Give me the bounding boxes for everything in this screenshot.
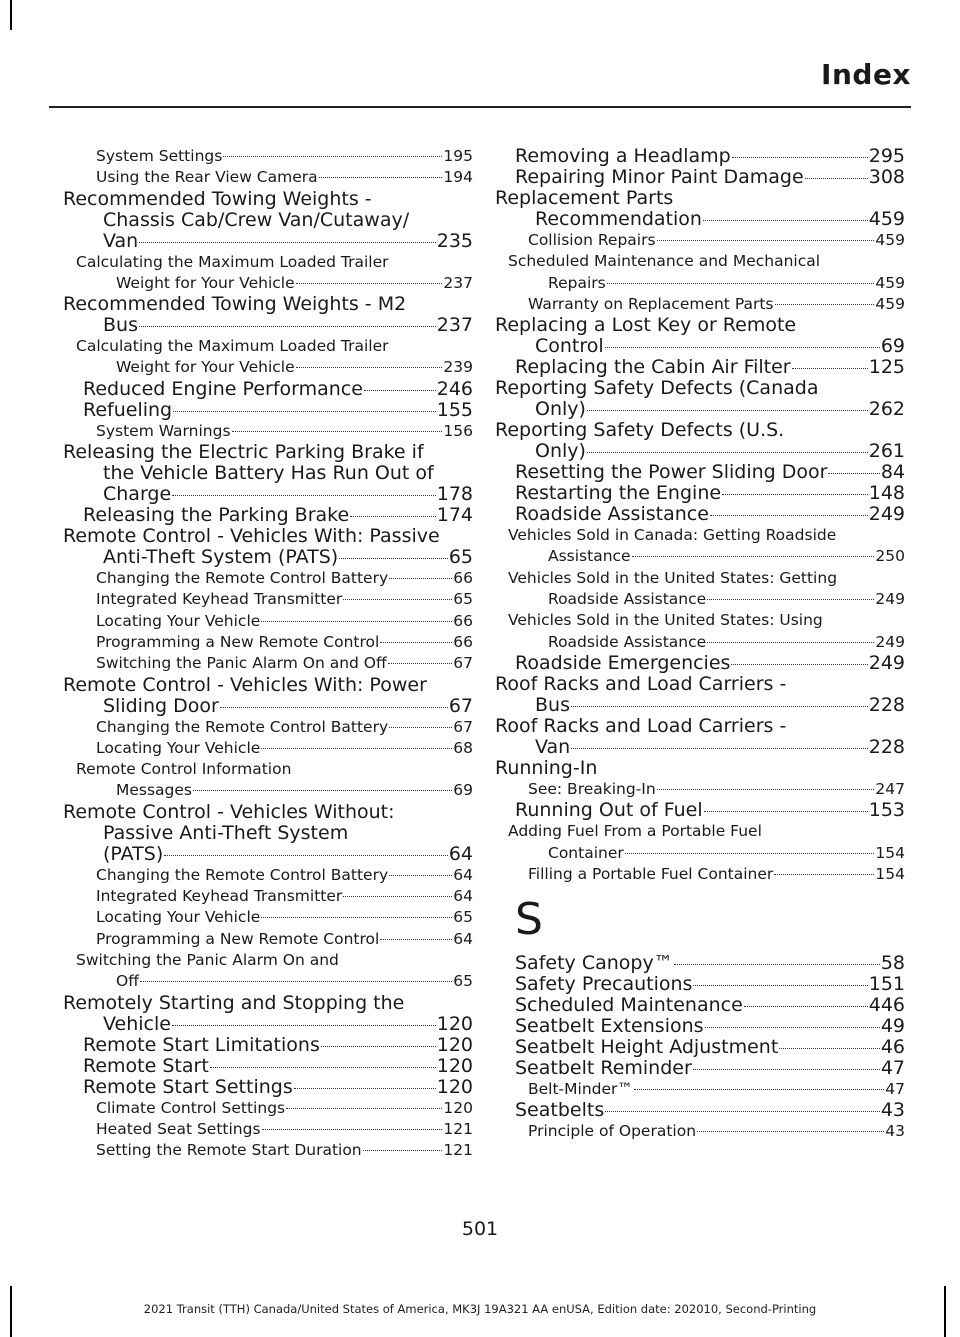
index-entry-term: Resetting the Power Sliding Door (515, 461, 828, 484)
index-page-ref: 47 (885, 1080, 905, 1099)
index-entry (515, 483, 905, 504)
dot-leader (388, 663, 453, 664)
index-entry (63, 293, 473, 337)
index-page-ref: 154 (875, 864, 905, 883)
index-entry-term: Safety Precautions (515, 973, 693, 996)
index-entry-term: Sliding Door (103, 694, 219, 717)
dot-leader (339, 558, 448, 559)
index-entry-term: Only) (535, 440, 586, 463)
index-entry-term: Roadside Assistance (548, 590, 707, 609)
index-entry-term: Weight for Your Vehicle (116, 358, 295, 377)
dot-leader (261, 748, 452, 749)
index-subentry (508, 821, 905, 864)
crop-mark-top-left (10, 0, 12, 30)
index-entry-term: Container (548, 843, 624, 862)
index-entry-term: Removing a Headlamp (515, 145, 731, 167)
index-entry-term: Reporting Safety Defects (U.S. (495, 419, 785, 442)
index-entry (63, 991, 473, 1035)
index-entry (83, 1056, 473, 1077)
dot-leader (775, 304, 875, 305)
index-entry-term: Reduced Engine Performance (83, 377, 363, 400)
index-entry-term: Changing the Remote Control Battery (96, 569, 389, 588)
index-page-ref: 156 (443, 421, 473, 440)
index-entry-term: Refueling (83, 398, 173, 421)
index-page-ref: 65 (453, 590, 473, 609)
index-page-ref: 120 (436, 1012, 473, 1035)
index-page-ref: 69 (880, 335, 905, 358)
index-page-ref: 64 (453, 887, 473, 906)
index-entry (515, 1100, 905, 1121)
dot-leader (172, 495, 436, 496)
index-entry-term: Weight for Your Vehicle (116, 273, 295, 292)
index-page-ref: 58 (880, 952, 905, 975)
dot-leader (380, 939, 452, 940)
dot-leader (571, 706, 868, 707)
index-entry-term: Running-In (495, 756, 598, 779)
index-entry-term: Repairing Minor Paint Damage (515, 166, 804, 188)
index-subentry (83, 1098, 473, 1119)
index-subentry (76, 336, 473, 379)
index-entry-term: Recommended Towing Weights - (63, 187, 372, 210)
index-page-ref: 67 (453, 717, 473, 736)
dot-leader (732, 157, 868, 158)
index-entry-term: Replacement Parts (495, 187, 674, 209)
dot-leader (625, 853, 875, 854)
dot-leader (319, 177, 443, 178)
index-page-ref: 237 (436, 314, 473, 337)
index-entry-term: Integrated Keyhead Transmitter (96, 590, 343, 609)
dot-leader (792, 368, 868, 369)
index-entry-term: Vehicles Sold in Canada: Getting Roadside (508, 526, 837, 545)
index-subentry (83, 167, 473, 188)
dot-leader (262, 1129, 443, 1130)
dot-leader (343, 896, 452, 897)
dot-leader (707, 599, 874, 600)
index-page-ref: 249 (868, 503, 905, 526)
index-page-ref: 46 (880, 1036, 905, 1059)
index-entry (495, 419, 905, 463)
dot-leader (704, 811, 868, 812)
index-entry-term: Recommendation (535, 208, 702, 230)
index-entry-term: Safety Canopy™ (515, 952, 673, 975)
index-entry-term: Integrated Keyhead Transmitter (96, 887, 343, 906)
dot-leader (296, 367, 443, 368)
index-page-ref: 125 (868, 356, 905, 379)
index-page-ref: 65 (453, 908, 473, 927)
index-page-ref: 228 (868, 735, 905, 758)
index-entry-term: Only) (535, 398, 586, 421)
dot-leader (364, 390, 436, 391)
index-entry-term: Remote Control - Vehicles With: Passive (63, 525, 440, 548)
index-entry-term: Seatbelt Extensions (515, 1015, 704, 1038)
index-page-ref: 153 (868, 799, 905, 822)
index-entry (83, 400, 473, 421)
index-page-ref: 66 (453, 632, 473, 651)
index-entry-term: Calculating the Maximum Loaded Trailer (76, 252, 389, 271)
dot-leader (674, 964, 880, 965)
dot-leader (710, 515, 868, 516)
index-entry-term: Switching the Panic Alarm On and (76, 950, 339, 969)
index-entry (83, 379, 473, 400)
dot-leader (389, 727, 452, 728)
index-page-ref: 49 (880, 1015, 905, 1038)
dot-leader (172, 1025, 436, 1026)
index-entry (515, 462, 905, 483)
dot-leader (744, 1006, 868, 1007)
index-page-ref: 120 (436, 1075, 473, 1098)
index-subentry (83, 907, 473, 928)
index-entry (515, 1037, 905, 1058)
index-entry-term: Charge (103, 483, 172, 506)
index-entry-term: Releasing the Parking Brake (83, 504, 350, 527)
index-entry-term: Locating Your Vehicle (96, 908, 261, 927)
index-entry (63, 441, 473, 506)
dot-leader (605, 347, 880, 348)
index-subentry (83, 568, 473, 589)
footer-edition-info: 2021 Transit (TTH) Canada/United States of America, MK3J 19A321 AA enUSA, Edition date: 202010, Second-Printing (143, 1302, 817, 1316)
index-page-ref: 247 (875, 779, 905, 798)
index-entry-term: Recommended Towing Weights - M2 (63, 293, 407, 316)
dot-leader (139, 242, 436, 243)
index-entry-term: Programming a New Remote Control (96, 929, 380, 948)
index-entry-term: Messages (116, 781, 193, 800)
index-entry-term: Remotely Starting and Stopping the (63, 991, 405, 1014)
index-column-right (495, 145, 905, 1143)
index-entry (63, 525, 473, 569)
index-entry (63, 187, 473, 252)
index-entry-term: Roadside Assistance (548, 632, 707, 651)
index-entry-term: Restarting the Engine (515, 482, 722, 505)
index-subentry (508, 568, 905, 611)
index-page-ref: 459 (875, 294, 905, 313)
index-entry-term: Reporting Safety Defects (Canada (495, 377, 819, 400)
index-entry (495, 187, 905, 230)
index-entry-term: Seatbelt Height Adjustment (515, 1036, 779, 1059)
index-page-ref: 154 (875, 843, 905, 862)
index-entry (515, 800, 905, 821)
index-entry-term: Roof Racks and Load Carriers - (495, 714, 787, 737)
index-column-left (63, 146, 473, 1161)
index-subentry (515, 779, 905, 800)
index-entry-term: System Settings (96, 147, 223, 165)
index-page-ref: 237 (443, 273, 473, 292)
dot-leader (321, 1046, 436, 1047)
dot-leader (607, 283, 875, 284)
index-entry-term: Programming a New Remote Control (96, 632, 380, 651)
dot-leader (389, 875, 452, 876)
dot-leader (697, 1131, 884, 1132)
index-entry-term: Belt-Minder™ (528, 1080, 633, 1099)
index-entry-term: Adding Fuel From a Portable Fuel (508, 822, 762, 841)
index-page-ref: 66 (453, 611, 473, 630)
index-entry-term: Remote Control - Vehicles Without: (63, 800, 395, 823)
index-entry-term: Remote Control Information (76, 760, 292, 779)
index-entry-term: Principle of Operation (528, 1122, 697, 1141)
index-page-ref: 84 (880, 461, 905, 484)
index-subentry (83, 421, 473, 442)
index-subentry (83, 886, 473, 907)
index-subentry (515, 1079, 905, 1100)
index-entry-term: Seatbelt Reminder (515, 1057, 692, 1080)
dot-leader (173, 411, 436, 412)
dot-leader (343, 599, 452, 600)
index-page-ref: 246 (436, 377, 473, 400)
dot-leader (294, 1088, 436, 1089)
index-entry-term: Filling a Portable Fuel Container (528, 864, 774, 883)
index-entry-term: Remote Start Limitations (83, 1033, 320, 1056)
index-entry-term: Using the Rear View Camera (96, 168, 318, 187)
index-page-ref: 121 (443, 1141, 473, 1160)
index-page-ref: 249 (875, 590, 905, 609)
dot-leader (571, 748, 868, 749)
index-page-ref: 120 (436, 1033, 473, 1056)
index-page-ref: 459 (875, 231, 905, 249)
index-page-ref: 67 (448, 694, 473, 717)
index-subentry (76, 252, 473, 295)
index-entry (495, 756, 905, 779)
index-entry-term: Collision Repairs (528, 231, 656, 249)
index-entry (515, 653, 905, 674)
dot-leader (232, 431, 443, 432)
dot-leader (350, 516, 436, 517)
dot-leader (632, 556, 875, 557)
index-entry-term: Setting the Remote Start Duration (96, 1141, 362, 1160)
index-page-ref: 148 (868, 482, 905, 505)
index-entry-term: See: Breaking-In (528, 779, 656, 798)
index-page-ref: 459 (868, 208, 905, 230)
index-subentry (83, 1140, 473, 1161)
index-page-ref: 446 (868, 994, 905, 1017)
index-subentry (83, 611, 473, 632)
index-subentry (83, 632, 473, 653)
dot-leader (286, 1108, 442, 1109)
dot-leader (828, 473, 879, 474)
dot-leader (587, 410, 868, 411)
index-entry-term: Replacing the Cabin Air Filter (515, 356, 791, 379)
page-number: 501 (461, 1218, 499, 1240)
dot-leader (139, 326, 436, 327)
index-entry-term: Roof Racks and Load Carriers - (495, 672, 787, 695)
index-entry (515, 974, 905, 995)
index-page-ref: 69 (453, 781, 473, 800)
dot-leader (705, 1027, 880, 1028)
index-entry (515, 953, 905, 974)
index-entry-term: Switching the Panic Alarm On and Off (96, 654, 387, 673)
index-entry (83, 1077, 473, 1098)
index-entry (495, 714, 905, 758)
index-subentry (508, 525, 905, 568)
index-subentry (83, 1119, 473, 1140)
dot-leader (380, 642, 452, 643)
index-entry-term: Passive Anti-Theft System (103, 821, 349, 844)
index-page-ref: 64 (453, 929, 473, 948)
index-entry (515, 357, 905, 378)
index-page-ref: 65 (453, 972, 473, 991)
index-page-ref: 308 (868, 166, 905, 188)
index-entry-term: Changing the Remote Control Battery (96, 865, 389, 884)
index-entry-term: System Warnings (96, 421, 231, 440)
index-entry-term: Vehicle (103, 1012, 171, 1035)
index-entry-term: Vehicles Sold in the United States: Using (508, 611, 823, 630)
index-page-ref: 228 (868, 693, 905, 716)
index-entry-term: Roadside Emergencies (515, 651, 731, 674)
index-page-ref: 64 (448, 842, 473, 865)
index-page-ref: 178 (436, 483, 473, 506)
index-page-ref: 249 (875, 632, 905, 651)
index-entry (495, 672, 905, 716)
dot-leader (193, 790, 452, 791)
index-subentry (515, 294, 905, 315)
index-page-ref: 120 (436, 1054, 473, 1077)
index-entry (515, 146, 905, 167)
index-entry-term: Remote Start (83, 1054, 209, 1077)
index-page-ref: 66 (453, 569, 473, 588)
index-page-ref: 235 (436, 229, 473, 252)
index-subentry (83, 146, 473, 167)
index-subentry (508, 251, 905, 294)
index-entry (515, 1058, 905, 1079)
index-page-ref: 250 (875, 547, 905, 566)
index-page-ref: 261 (868, 440, 905, 463)
dot-leader (805, 178, 868, 179)
index-page-ref: 43 (880, 1099, 905, 1122)
index-entry (63, 673, 473, 717)
index-entry-term: Bus (535, 693, 570, 716)
index-entry (63, 800, 473, 865)
index-entry-term: Van (103, 229, 139, 252)
index-entry-term: Seatbelts (515, 1099, 605, 1122)
index-entry-term: the Vehicle Battery Has Run Out of (103, 462, 434, 485)
index-entry-term: Changing the Remote Control Battery (96, 717, 389, 736)
dot-leader (779, 1048, 880, 1049)
index-entry (83, 1035, 473, 1056)
dot-leader (605, 1111, 880, 1112)
index-entry-term: Repairs (548, 273, 606, 292)
index-page-ref: 195 (443, 147, 473, 165)
dot-leader (703, 220, 868, 221)
index-entry-term: Bus (103, 314, 138, 337)
index-subentry (83, 929, 473, 950)
index-entry-term: (PATS) (103, 842, 164, 865)
index-page-ref: 239 (443, 358, 473, 377)
index-page-ref: 249 (868, 651, 905, 674)
index-subentry (83, 865, 473, 886)
index-entry-term: Warranty on Replacement Parts (528, 294, 774, 313)
index-entry-term: Running Out of Fuel (515, 799, 703, 822)
dot-leader (210, 1067, 436, 1068)
index-subentry (83, 589, 473, 610)
index-page-ref: 262 (868, 398, 905, 421)
index-subentry (83, 717, 473, 738)
index-entry-term: Remote Start Settings (83, 1075, 293, 1098)
dot-leader (363, 1150, 443, 1151)
index-entry (515, 1016, 905, 1037)
index-page-ref: 47 (880, 1057, 905, 1080)
index-entry-term: Calculating the Maximum Loaded Trailer (76, 337, 389, 356)
index-page-ref: 174 (436, 504, 473, 527)
dot-leader (261, 621, 452, 622)
index-entry-term: Scheduled Maintenance and Mechanical (508, 252, 821, 271)
index-page-ref: 194 (443, 168, 473, 187)
index-subentry (508, 610, 905, 653)
dot-leader (657, 240, 875, 241)
dot-leader (223, 156, 442, 157)
index-entry-term: Climate Control Settings (96, 1098, 286, 1117)
dot-leader (693, 985, 867, 986)
index-entry (83, 505, 473, 526)
index-page-ref: 120 (443, 1098, 473, 1117)
dot-leader (731, 664, 867, 665)
index-page-ref: 295 (868, 145, 905, 167)
index-entry-term: Locating Your Vehicle (96, 738, 261, 757)
index-page-ref: 155 (436, 398, 473, 421)
index-entry-term: Off (116, 972, 139, 991)
page-title: Index (821, 58, 911, 91)
index-page-ref: 68 (453, 738, 473, 757)
index-subentry (83, 653, 473, 674)
header-divider (49, 106, 911, 108)
index-entry-term: Releasing the Electric Parking Brake if (63, 441, 424, 464)
index-subentry (76, 950, 473, 993)
dot-leader (587, 452, 868, 453)
index-page-ref: 151 (868, 973, 905, 996)
index-entry-term: Locating Your Vehicle (96, 611, 261, 630)
index-entry (515, 167, 905, 188)
dot-leader (389, 578, 452, 579)
index-subentry (76, 759, 473, 802)
index-subentry (515, 864, 905, 885)
index-entry (515, 504, 905, 525)
dot-leader (774, 874, 874, 875)
index-entry-term: Replacing a Lost Key or Remote (495, 314, 797, 337)
index-page-ref: 121 (443, 1119, 473, 1138)
index-entry-term: Control (535, 335, 604, 358)
index-subentry (515, 1121, 905, 1142)
index-entry (495, 314, 905, 358)
dot-leader (657, 789, 875, 790)
index-entry-term: Vehicles Sold in the United States: Getting (508, 568, 838, 587)
index-entry-term: Assistance (548, 547, 631, 566)
index-entry (495, 377, 905, 421)
index-entry-term: Chassis Cab/Crew Van/Cutaway/ (103, 208, 410, 231)
dot-leader (261, 917, 452, 918)
index-entry-term: Remote Control - Vehicles With: Power (63, 673, 427, 696)
dot-leader (693, 1069, 880, 1070)
dot-leader (634, 1089, 884, 1090)
index-entry-term: Heated Seat Settings (96, 1119, 261, 1138)
dot-leader (722, 494, 868, 495)
dot-leader (140, 981, 452, 982)
index-entry (515, 995, 905, 1016)
index-page-ref: 459 (875, 273, 905, 292)
index-entry-term: Roadside Assistance (515, 503, 709, 526)
index-section-letter: S (515, 894, 543, 946)
dot-leader (296, 283, 443, 284)
index-page-ref: 64 (453, 865, 473, 884)
index-subentry (515, 230, 905, 251)
index-entry-term: Van (535, 735, 571, 758)
dot-leader (164, 855, 448, 856)
index-page-ref: 67 (453, 654, 473, 673)
index-entry-term: Scheduled Maintenance (515, 994, 743, 1017)
index-page-ref: 65 (448, 546, 473, 569)
index-entry-term: Anti-Theft System (PATS) (103, 546, 339, 569)
index-page-ref: 43 (885, 1122, 905, 1141)
dot-leader (220, 707, 448, 708)
dot-leader (707, 642, 874, 643)
index-subentry (83, 738, 473, 759)
